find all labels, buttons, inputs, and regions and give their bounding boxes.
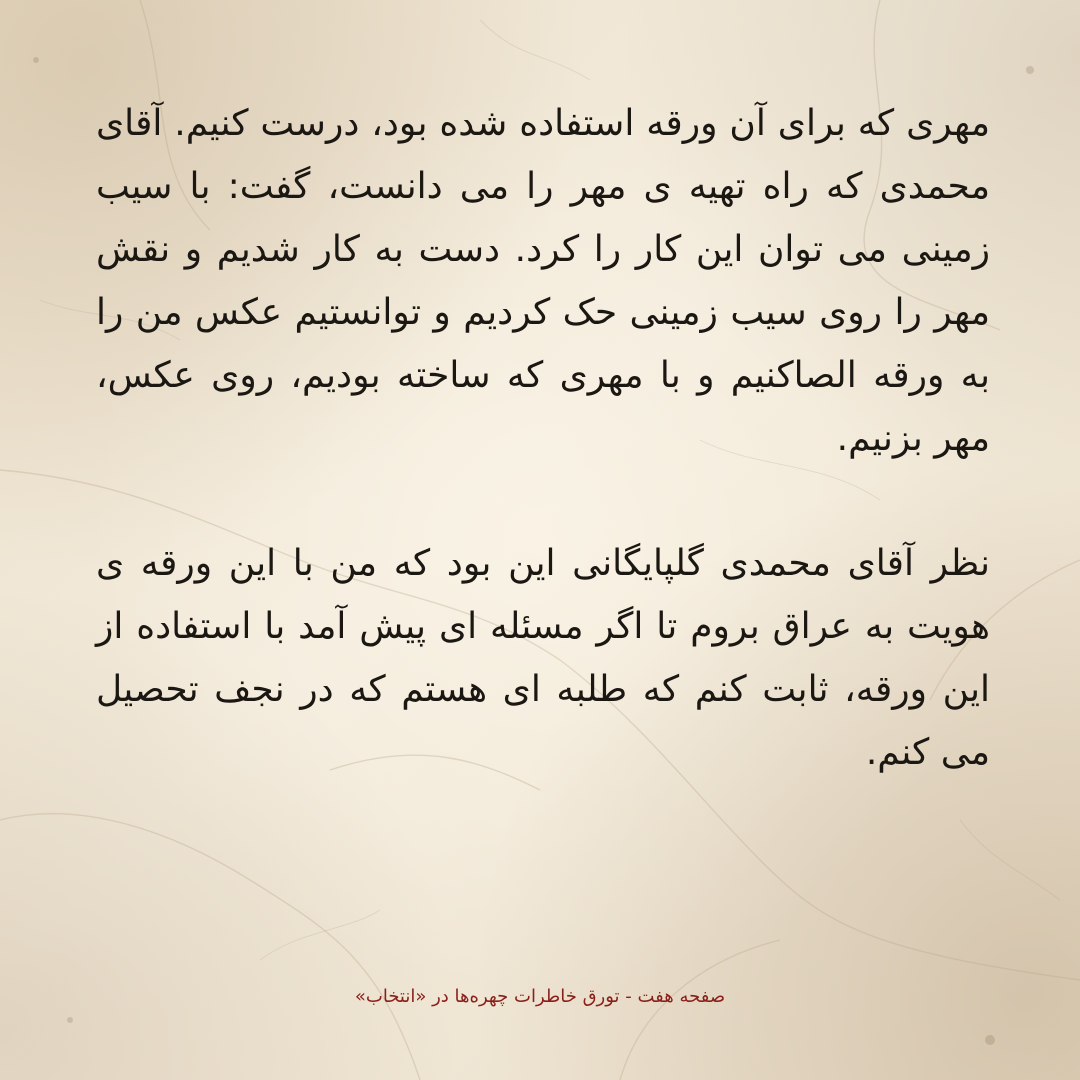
- paragraph-2: نظر آقای محمدی گلپایگانی این بود که من با این ورقه ی هویت به عراق بروم تا اگر مسئله ای پیش آمد با استفاده از این ورقه، ثابت کنم که طلبه ای هستم که در نجف تحصیل می کنم.: [96, 543, 990, 773]
- page-footer: صفحه هفت - تورق خاطرات چهره‌ها در «انتخاب»: [354, 986, 726, 1007]
- article-body: [96, 92, 990, 784]
- paragraph-1: مهری که برای آن ورقه استفاده شده بود، درست کنیم. آقای محمدی که راه تهیه ی مهر را می دانست، گفت: با سیب زمینی می توان این کار را کرد. دست به کار شدیم و نقش مهر را روی سیب زمینی حک کردیم و توانستیم عکس من را به ورقه الصاکنیم و با مهری که ساخته بودیم، روی عکس، مهر بزنیم.: [96, 103, 990, 459]
